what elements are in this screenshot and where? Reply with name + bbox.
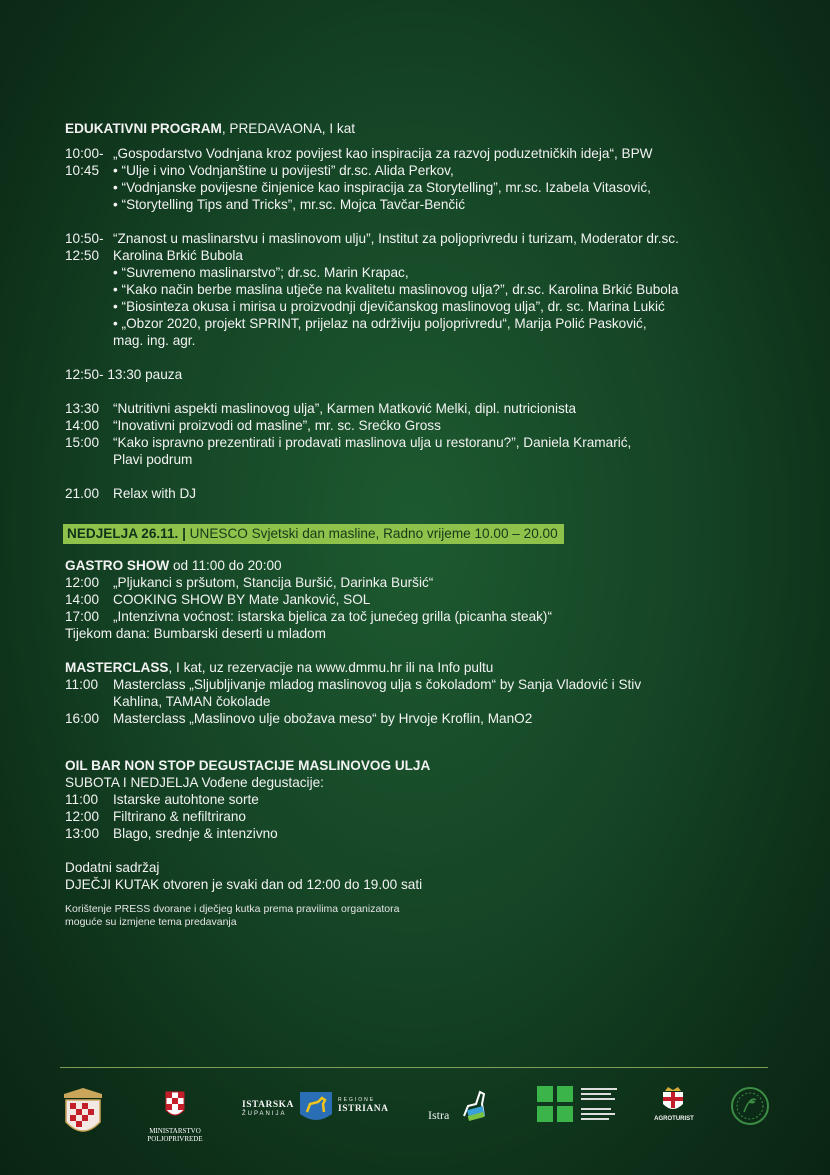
day-bar	[65, 524, 785, 544]
edu-pause: 12:50- 13:30 pauza	[65, 367, 183, 382]
edu-line: • “Storytelling Tips and Tricks”, mr.sc. Mojca Tavčar-Benčić	[113, 197, 466, 212]
edu-line: 21.00 Relax with DJ	[65, 486, 197, 501]
oil-bar-line: 13:00 Blago, srednje & intenzivno	[65, 826, 278, 841]
day-banner: NEDJELJA 26.11. | UNESCO Svjetski dan masline, Radno vrijeme 10.00 – 20.00	[63, 524, 564, 544]
gastro-line: 17:00 „Intenzivna voćnost: istarska bjelica za toč junećeg grilla (picanha steak)“	[65, 609, 552, 624]
edu-line: 10:45 • “Ulje i vino Vodnjanštine u povijesti” dr.sc. Alida Perkov,	[65, 163, 454, 178]
olive-seal-icon	[730, 1084, 770, 1135]
croatia-shield-icon	[140, 1088, 210, 1122]
extra-title: Dodatni sadržaj	[65, 860, 160, 875]
tourist-board-logo	[537, 1086, 617, 1130]
edu-line: • “Suvremeno maslinarstvo”; dr.sc. Marin Krapac,	[113, 265, 409, 280]
oil-bar-heading: OIL BAR NON STOP DEGUSTACIJE MASLINOVOG ULJA	[65, 758, 431, 773]
edu-line: Plavi podrum	[113, 452, 193, 467]
edu-line: 14:00 “Inovativni proizvodi od masline”, mr. sc. Srećko Gross	[65, 418, 441, 433]
green-cross-icon	[537, 1086, 573, 1122]
edu-line: 15:00 “Kako ispravno prezentirati i prodavati maslinova ulja u restoranu?”, Daniela Kramarić,	[65, 435, 632, 450]
edu-line: 10:00- „Gospodarstvo Vodnjana kroz povijest kao inspiracija za razvoj poduzetničkih ideja“, BPW	[65, 146, 653, 161]
edu-line: 13:30 “Nutritivni aspekti maslinovog ulja”, Karmen Matković Melki, dipl. nutricionista	[65, 401, 577, 416]
footer-divider	[60, 1067, 768, 1068]
istra-goat-icon	[458, 1086, 490, 1126]
masterclass-heading: MASTERCLASS, I kat, uz rezervacije na www.dmmu.hr ili na Info pultu	[65, 660, 494, 675]
program-content	[65, 120, 785, 929]
oil-bar-line: 12:00 Filtrirano & nefiltrirano	[65, 809, 246, 824]
edu-line: • „Obzor 2020, projekt SPRINT, prijelaz na održiviju poljoprivredu“, Marija Polić Pasković,	[113, 316, 647, 331]
masterclass-line: 11:00 Masterclass „Sljubljivanje mladog maslinovog ulja s čokoladom“ by Sanja Vladović i Stiv	[65, 677, 642, 692]
sponsor-logos	[0, 1080, 830, 1160]
extra-line: DJEČJI KUTAK otvoren je svaki dan od 12:00 do 19.00 sati	[65, 877, 423, 892]
gastro-heading: GASTRO SHOW od 11:00 do 20:00	[65, 558, 282, 573]
edu-line: 10:50- “Znanost u maslinarstvu i maslinovom ulju”, Institut za poljoprivredu i turizam, Moderator dr.sc.	[65, 231, 679, 246]
oil-bar-line: 11:00 Istarske autohtone sorte	[65, 792, 259, 807]
masterclass-line: Kahlina, TAMAN čokolade	[113, 694, 271, 709]
edu-line: • “Vodnjanske povijesne činjenice kao inspiracija za Storytelling”, mr.sc. Izabela Vitasović,	[113, 180, 651, 195]
edu-line: mag. ing. agr.	[113, 333, 196, 348]
goat-shield-icon	[298, 1090, 334, 1126]
edu-line: 12:50 Karolina Brkić Bubola	[65, 248, 243, 263]
istarska-zupanija-logo: ISTARSKA ŽUPANIJA REGIONE ISTRIANA	[242, 1090, 392, 1130]
gastro-line: 14:00 COOKING SHOW BY Mate Janković, SOL	[65, 592, 371, 607]
edu-heading: EDUKATIVNI PROGRAM, PREDAVAONA, I kat	[65, 121, 356, 136]
gastro-line: Tijekom dana: Bumbarski deserti u mladom	[65, 626, 326, 641]
oil-bar-sub: SUBOTA I NEDJELJA Vođene degustacije:	[65, 775, 324, 790]
vodnjan-coat-of-arms-icon	[62, 1086, 104, 1147]
vodnjan-crest-icon	[660, 1086, 686, 1114]
agroturist-logo: AGROTURIST	[644, 1086, 704, 1134]
edu-title: EDUKATIVNI PROGRAM	[65, 121, 222, 136]
ministry-logo: MINISTARSTVO POLJOPRIVREDE	[140, 1088, 210, 1143]
edu-line: • “Biosinteza okusa i mirisa u proizvodnji djevičanskog maslinovog ulja”, dr. sc. Marina Lukić	[113, 299, 665, 314]
masterclass-line: 16:00 Masterclass „Maslinovo ulje obožava meso“ by Hrvoje Kroflin, ManO2	[65, 711, 533, 726]
edu-line: • “Kako način berbe maslina utječe na kvalitetu maslinovog ulja?”, dr.sc. Karolina Brkić Bubola	[113, 282, 679, 297]
gastro-line: 12:00 „Pljukanci s pršutom, Stancija Buršić, Darinka Buršić“	[65, 575, 434, 590]
footnote: Korištenje PRESS dvorane i dječjeg kutka prema pravilima organizatora moguće su izmjene tema predavanja	[65, 903, 400, 928]
istra-logo: Istra	[428, 1086, 492, 1130]
